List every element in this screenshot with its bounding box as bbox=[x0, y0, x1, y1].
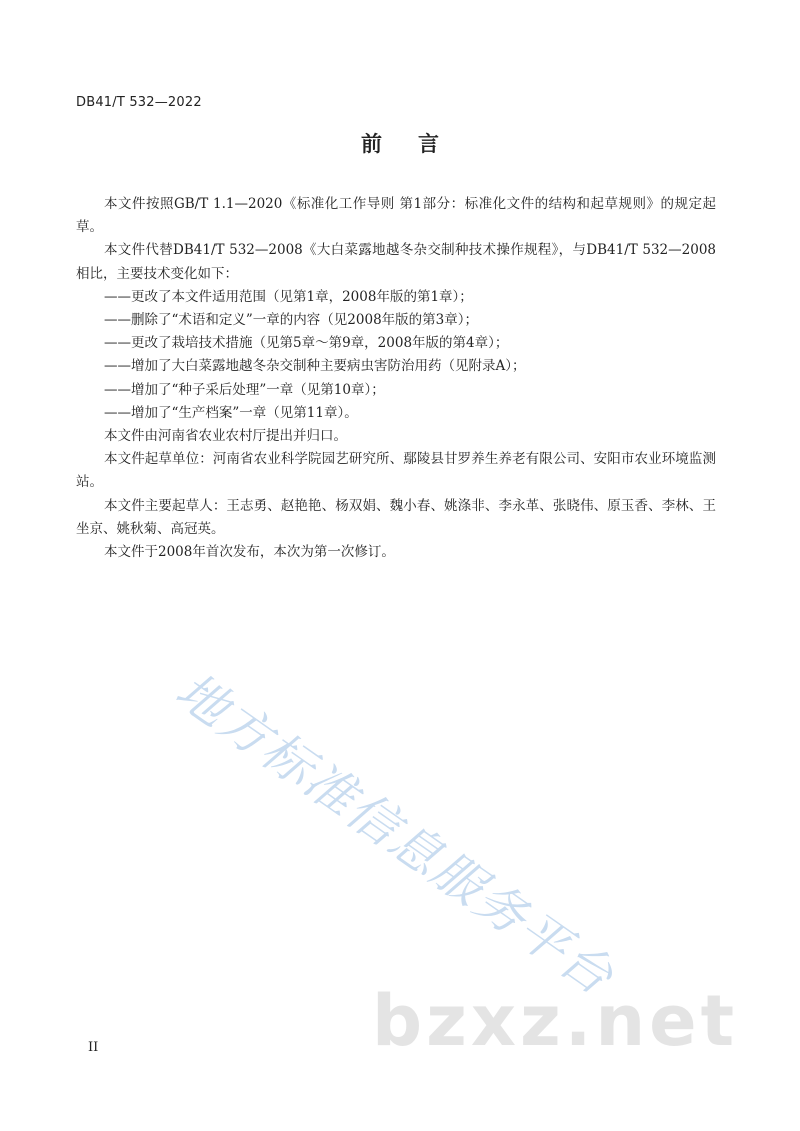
change-item: ——更改了本文件适用范围（见第1章，2008年版的第1章）； bbox=[104, 288, 473, 305]
document-code: DB41/T 532—2022 bbox=[76, 95, 202, 110]
watermark-url: bzxz.net bbox=[372, 980, 739, 1062]
paragraph-proposer: 本文件由河南省农业农村厅提出并归口。 bbox=[104, 428, 347, 445]
change-item: ——增加了“生产档案”一章（见第11章）。 bbox=[104, 404, 358, 421]
page-title: 前言 bbox=[361, 132, 475, 156]
watermark-platform-name: 地方标准信息服务平台 bbox=[165, 661, 625, 1007]
change-item: ——更改了栽培技术措施（见第5章～第9章，2008年版的第4章）； bbox=[104, 335, 509, 352]
paragraph-history: 本文件于2008年首次发布，本次为第一次修订。 bbox=[104, 544, 395, 561]
paragraph-drafters: 本文件主要起草人：王志勇、赵艳艳、杨双娟、魏小春、姚涤非、李永革、张晓伟、原玉香、李林、王坐京、姚秋菊、高冠英。 bbox=[76, 497, 716, 537]
paragraph-drafting-rules: 本文件按照GB/T 1.1—2020《标准化工作导则 第1部分：标准化文件的结构和起草规则》的规定起草。 bbox=[76, 196, 716, 236]
paragraph-drafting-units: 本文件起草单位：河南省农业科学院园艺研究所、鄢陵县甘罗养生养老有限公司、安阳市农业环境监测站。 bbox=[76, 451, 716, 491]
paragraph-replaces: 本文件代替DB41/T 532—2008《大白菜露地越冬杂交制种技术操作规程》，与DB41/T 532—2008相比，主要技术变化如下： bbox=[76, 242, 716, 282]
change-item: ——增加了大白菜露地越冬杂交制种主要病虫害防治用药（见附录A）； bbox=[104, 358, 526, 375]
foreword-body bbox=[76, 193, 716, 564]
change-item: ——删除了“术语和定义”一章的内容（见2008年版的第3章）； bbox=[104, 312, 478, 329]
change-item: ——增加了“种子采后处理”一章（见第10章）； bbox=[104, 381, 385, 398]
page-number: II bbox=[88, 1040, 99, 1055]
